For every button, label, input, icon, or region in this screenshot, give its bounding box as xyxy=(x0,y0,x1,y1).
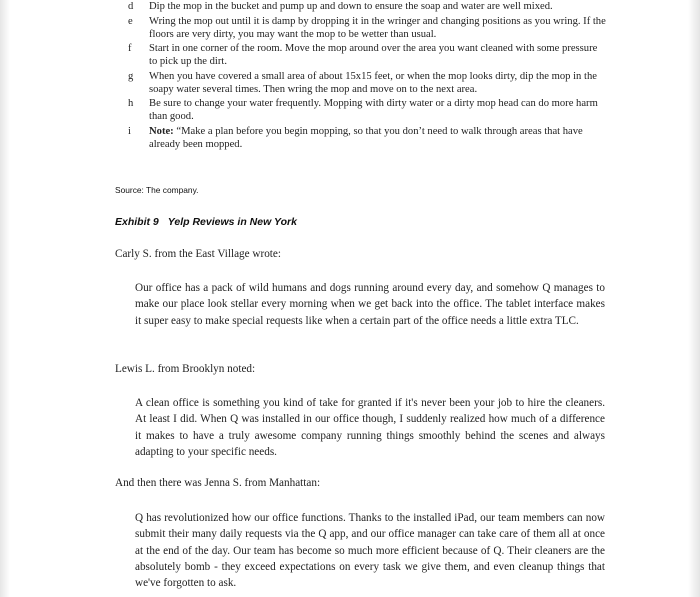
step-item-i xyxy=(116,125,608,151)
mopping-steps-list xyxy=(116,0,608,152)
review-quote-lewis: A clean office is something you kind of take for granted if it's never been your job to hire the cleaners. At least I did. When Q was installed in our office though, I suddenly realized how much of a difference it makes to have a truly awesome company running things smoothly behind the scenes and always adapting to your specific needs. xyxy=(135,397,605,458)
review-intro-jenna: And then there was Jenna S. from Manhattan: xyxy=(115,477,321,489)
exhibit-heading xyxy=(115,216,297,228)
review-intro-lewis: Lewis L. from Brooklyn noted: xyxy=(115,363,256,375)
note-label: Note: xyxy=(149,125,174,137)
note-text: “Make a plan before you begin mopping, so that you don’t need to walk through areas that have already been mopped. xyxy=(149,125,583,150)
step-item-g xyxy=(116,70,608,96)
step-letter: g xyxy=(128,70,134,82)
step-text xyxy=(149,125,608,151)
step-text: Wring the mop out until it is damp by dropping it in the wringer and changing positions as you wring. If the floors are very dirty, you may want the mop to be wetter than usual. xyxy=(149,15,606,40)
step-text: Dip the mop in the bucket and pump up and down to ensure the soap and water are well mixed. xyxy=(149,1,553,12)
step-text: When you have covered a small area of about 15x15 feet, or when the mop looks dirty, dip the mop in the soapy water several times. Then wring the mop and move on to the next area. xyxy=(149,70,597,95)
step-text: Be sure to change your water frequently. Mopping with dirty water or a dirty mop head can do more harm than good. xyxy=(149,98,598,122)
step-letter: f xyxy=(128,43,132,54)
step-text: Start in one corner of the room. Move the mop around over the area you want cleaned with some pressure to pick up the dirt. xyxy=(149,43,598,67)
step-letter: h xyxy=(128,98,134,109)
page-shadow-right xyxy=(688,0,700,597)
review-intro-carly: Carly S. from the East Village wrote: xyxy=(115,248,281,260)
source-line: Source: The company. xyxy=(115,185,199,195)
page-shadow-left xyxy=(0,0,10,597)
exhibit-number: Exhibit 9 xyxy=(115,216,159,228)
exhibit-title: Yelp Reviews in New York xyxy=(167,216,297,228)
step-item-h xyxy=(116,97,608,123)
review-quote-jenna: Q has revolutionized how our office functions. Thanks to the installed iPad, our team members can now submit their many daily requests via the Q app, and our office manager can take care of them all at once at the end of the day. Our team has become so much more efficient because of Q. Their cleaners are the absolutely bomb - they exceed expectations on every task we give them, and even cleanup things that we've forgotten to ask. xyxy=(135,512,605,590)
step-item-e xyxy=(116,15,608,41)
step-letter: i xyxy=(128,125,131,137)
step-item-d xyxy=(116,0,608,13)
step-letter: d xyxy=(128,1,134,12)
review-quote-carly: Our office has a pack of wild humans and dogs running around every day, and somehow Q manages to make our place look stellar every morning when we get back into the office. The tablet interface makes it super easy to make special requests like when a certain part of the office needs a little extra TLC. xyxy=(135,282,605,327)
step-item-f xyxy=(116,42,608,68)
step-letter: e xyxy=(128,15,133,27)
